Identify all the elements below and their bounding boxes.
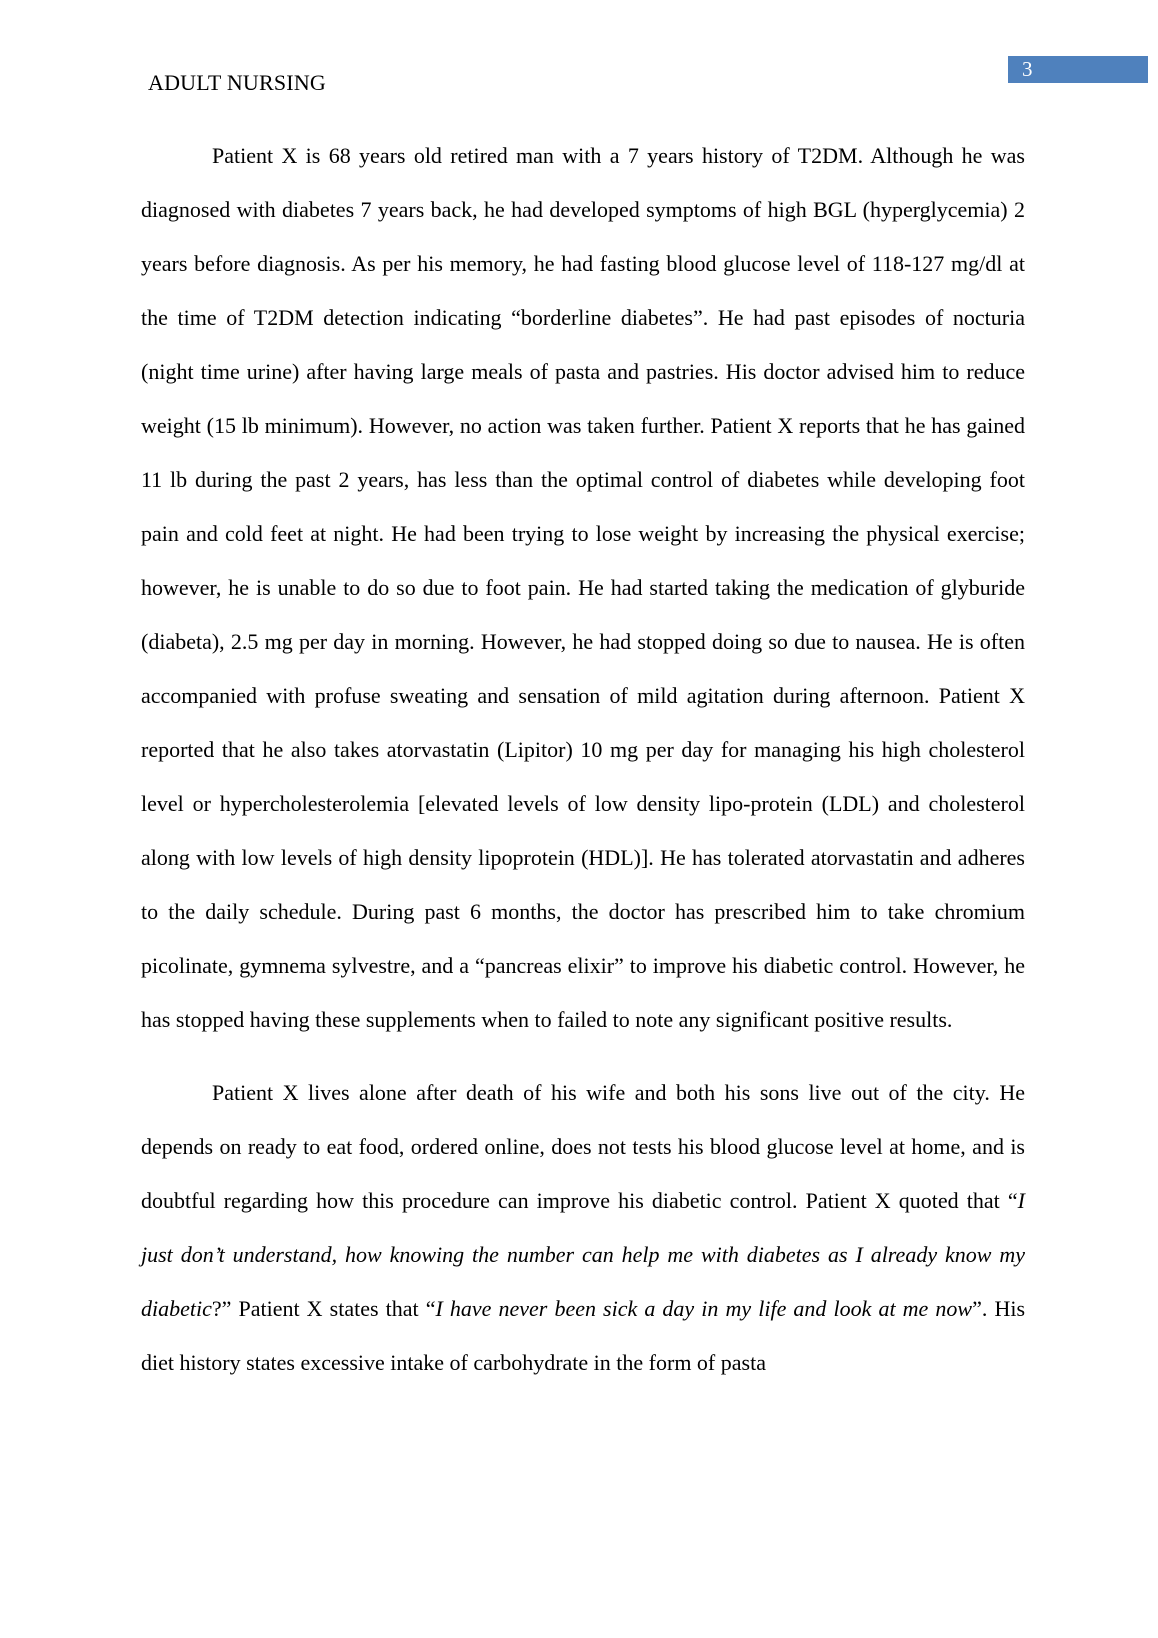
- running-header-title: ADULT NURSING: [148, 70, 327, 95]
- paragraph-text: ?” Patient X states that “: [211, 1296, 436, 1321]
- paragraph-text: Patient X is 68 years old retired man with a 7 years history of T2DM. Although he was diagnosed with diabetes 7 years back, he had developed symptoms of high BGL (hyperglycemia) 2 years before diagnosis. As per his memory, he had fasting blood glucose level of 118-127 mg/dl at the time of T2DM detection indicating “borderline diabetes”. He had past episodes of nocturia (night time urine) after having large meals of pasta and pastries. His doctor advised him to reduce weight (15 lb minimum). However, no action was taken further. Patient X reports that he has gained 11 lb during the past 2 years, has less than the optimal control of diabetes while developing foot pain and cold feet at night. He had been trying to lose weight by increasing the physical exercise; however, he is unable to do so due to foot pain. He had started taking the medication of glyburide (diabeta), 2.5 mg per day in morning. However, he had stopped doing so due to nausea. He is often accompanied with profuse sweating and sensation of mild agitation during afternoon. Patient X reported that he also takes atorvastatin (Lipitor) 10 mg per day for managing his high cholesterol level or hypercholesterolemia [elevated levels of low density lipo-protein (LDL) and cholesterol along with low levels of high density lipoprotein (HDL)]. He has tolerated atorvastatin and adheres to the daily schedule. During past 6 months, the doctor has prescribed him to take chromium picolinate, gymnema sylvestre, and a “pancreas elixir” to improve his diabetic control. However, he has stopped having these supplements when to failed to note any significant positive results.: [141, 143, 1025, 1032]
- patient-quote-1: I just don’t understand, how knowing the number can help me with diabetes as I already know my diabetic: [141, 1188, 1025, 1321]
- document-body: [141, 129, 1025, 1390]
- page-number: 3: [1022, 57, 1033, 81]
- paragraph-text: Patient X lives alone after death of his wife and both his sons live out of the city. He depends on ready to eat food, ordered online, does not tests his blood glucose level at home, and is doubtful regarding how this procedure can improve his diabetic control. Patient X quoted that “: [141, 1080, 1025, 1213]
- paragraph-patient-lifestyle: [141, 1066, 1025, 1390]
- paragraph-text: ”. His diet history states excessive intake of carbohydrate in the form of pasta: [141, 1296, 1026, 1375]
- page-number-badge: [1008, 56, 1148, 83]
- patient-quote-2: I have never been sick a day in my life and look at me now: [435, 1296, 973, 1321]
- paragraph-patient-history: [141, 129, 1025, 1047]
